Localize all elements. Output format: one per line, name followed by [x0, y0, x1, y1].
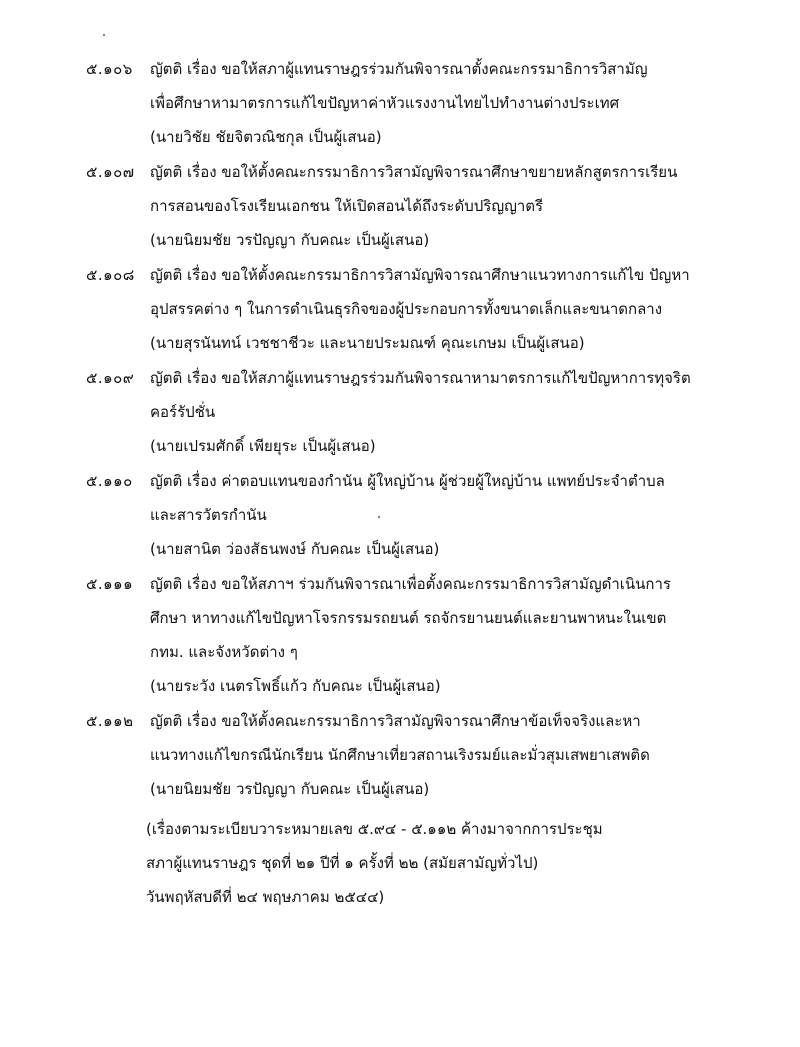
agenda-proposer: (นายสานิต ว่องสัธนพงษ์ กับคณะ เป็นผู้เสนอ) — [150, 540, 440, 558]
agenda-proposer: (นายสุรนันทน์ เวชชาชีวะ และนายประมณฑ์ คุณะเกษม เป็นผู้เสนอ) — [150, 334, 585, 352]
agenda-number: ๕.๑๐๖ — [86, 60, 133, 78]
agenda-text — [150, 155, 740, 257]
agenda-number: ๕.๑๐๙ — [86, 369, 135, 387]
agenda-line: การสอนของโรงเรียนเอกชน ให้เปิดสอนได้ถึงระดับปริญญาตรี — [150, 197, 544, 215]
agenda-line: อุปสรรคต่าง ๆ ในการดำเนินธุรกิจของผู้ประกอบการทั้งขนาดเล็กและขนาดกลาง — [150, 300, 663, 318]
note-line: วันพฤหัสบดีที่ ๒๔ พฤษภาคม ๒๕๔๔) — [146, 888, 385, 906]
agenda-number: ๕.๑๑๑ — [86, 575, 134, 593]
agenda-line: ญัตติ เรื่อง ขอให้ตั้งคณะกรรมาธิการวิสามัญพิจารณาศึกษาข้อเท็จจริงและหา — [150, 712, 641, 730]
agenda-line: คอร์รัปชั่น — [150, 403, 216, 421]
agenda-proposer: (นายเปรมศักดิ์ เพียยุระ เป็นผู้เสนอ) — [150, 437, 376, 455]
agenda-text — [150, 464, 740, 566]
agenda-number: ๕.๑๐๘ — [86, 266, 135, 284]
agenda-text — [150, 361, 740, 463]
agenda-line: ญัตติ เรื่อง ขอให้ตั้งคณะกรรมาธิการวิสามัญพิจารณาศึกษาขยายหลักสูตรการเรียน — [150, 163, 678, 181]
agenda-text — [150, 567, 740, 703]
agenda-line: ญัตติ เรื่อง ขอให้สภาฯ ร่วมกันพิจารณาเพื่อตั้งคณะกรรมาธิการวิสามัญดำเนินการ — [150, 575, 671, 593]
agenda-line: แนวทางแก้ไขกรณีนักเรียน นักศึกษาเที่ยวสถานเริงรมย์และมั่วสุมเสพยาเสพติด — [150, 746, 650, 764]
agenda-text — [150, 704, 740, 806]
agenda-line: ญัตติ เรื่อง ขอให้สภาผู้แทนราษฎรร่วมกันพิจารณาหามาตรการแก้ไขปัญหาการทุจริต — [150, 369, 691, 387]
agenda-proposer: (นายนิยมชัย วรปัญญา กับคณะ เป็นผู้เสนอ) — [150, 780, 430, 798]
agenda-number: ๕.๑๑๐ — [86, 472, 133, 490]
note-line: (เรื่องตามระเบียบวาระหมายเลข ๕.๙๔ - ๕.๑๑๒ ค้างมาจากการประชุม — [146, 820, 603, 838]
agenda-line: กทม. และจังหวัดต่าง ๆ — [150, 643, 298, 661]
agenda-line: เพื่อศึกษาหามาตรการแก้ไขปัญหาค่าหัวแรงงานไทยไปทำงานต่างประเทศ — [150, 94, 620, 112]
agenda-proposer: (นายนิยมชัย วรปัญญา กับคณะ เป็นผู้เสนอ) — [150, 231, 430, 249]
agenda-number: ๕.๑๐๗ — [86, 163, 135, 181]
agenda-line: และสารวัตรกำนัน — [150, 506, 267, 524]
agenda-line: ศึกษา หาทางแก้ไขปัญหาโจรกรรมรถยนต์ รถจักรยานยนต์และยานพาหนะในเขต — [150, 609, 667, 627]
agenda-text — [150, 52, 740, 154]
agenda-line: ญัตติ เรื่อง ค่าตอบแทนของกำนัน ผู้ใหญ่บ้าน ผู้ช่วยผู้ใหญ่บ้าน แพทย์ประจำตำบล — [150, 472, 665, 490]
scan-speck — [103, 34, 105, 36]
agenda-proposer: (นายวิชัย ชัยจิตวณิชกุล เป็นผู้เสนอ) — [150, 128, 382, 146]
note-line: สภาผู้แทนราษฎร ชุดที่ ๒๑ ปีที่ ๑ ครั้งที่ ๒๒ (สมัยสามัญทั่วไป) — [146, 854, 539, 872]
agenda-proposer: (นายระวัง เนตรโพธิ์แก้ว กับคณะ เป็นผู้เสนอ) — [150, 677, 441, 695]
agenda-text — [150, 258, 740, 360]
agenda-line: ญัตติ เรื่อง ขอให้สภาผู้แทนราษฎรร่วมกันพิจารณาตั้งคณะกรรมาธิการวิสามัญ — [150, 60, 648, 78]
agenda-carryover-note — [146, 812, 706, 914]
agenda-line: ญัตติ เรื่อง ขอให้ตั้งคณะกรรมาธิการวิสามัญพิจารณาศึกษาแนวทางการแก้ไข ปัญหา — [150, 266, 690, 284]
agenda-number: ๕.๑๑๒ — [86, 712, 134, 730]
